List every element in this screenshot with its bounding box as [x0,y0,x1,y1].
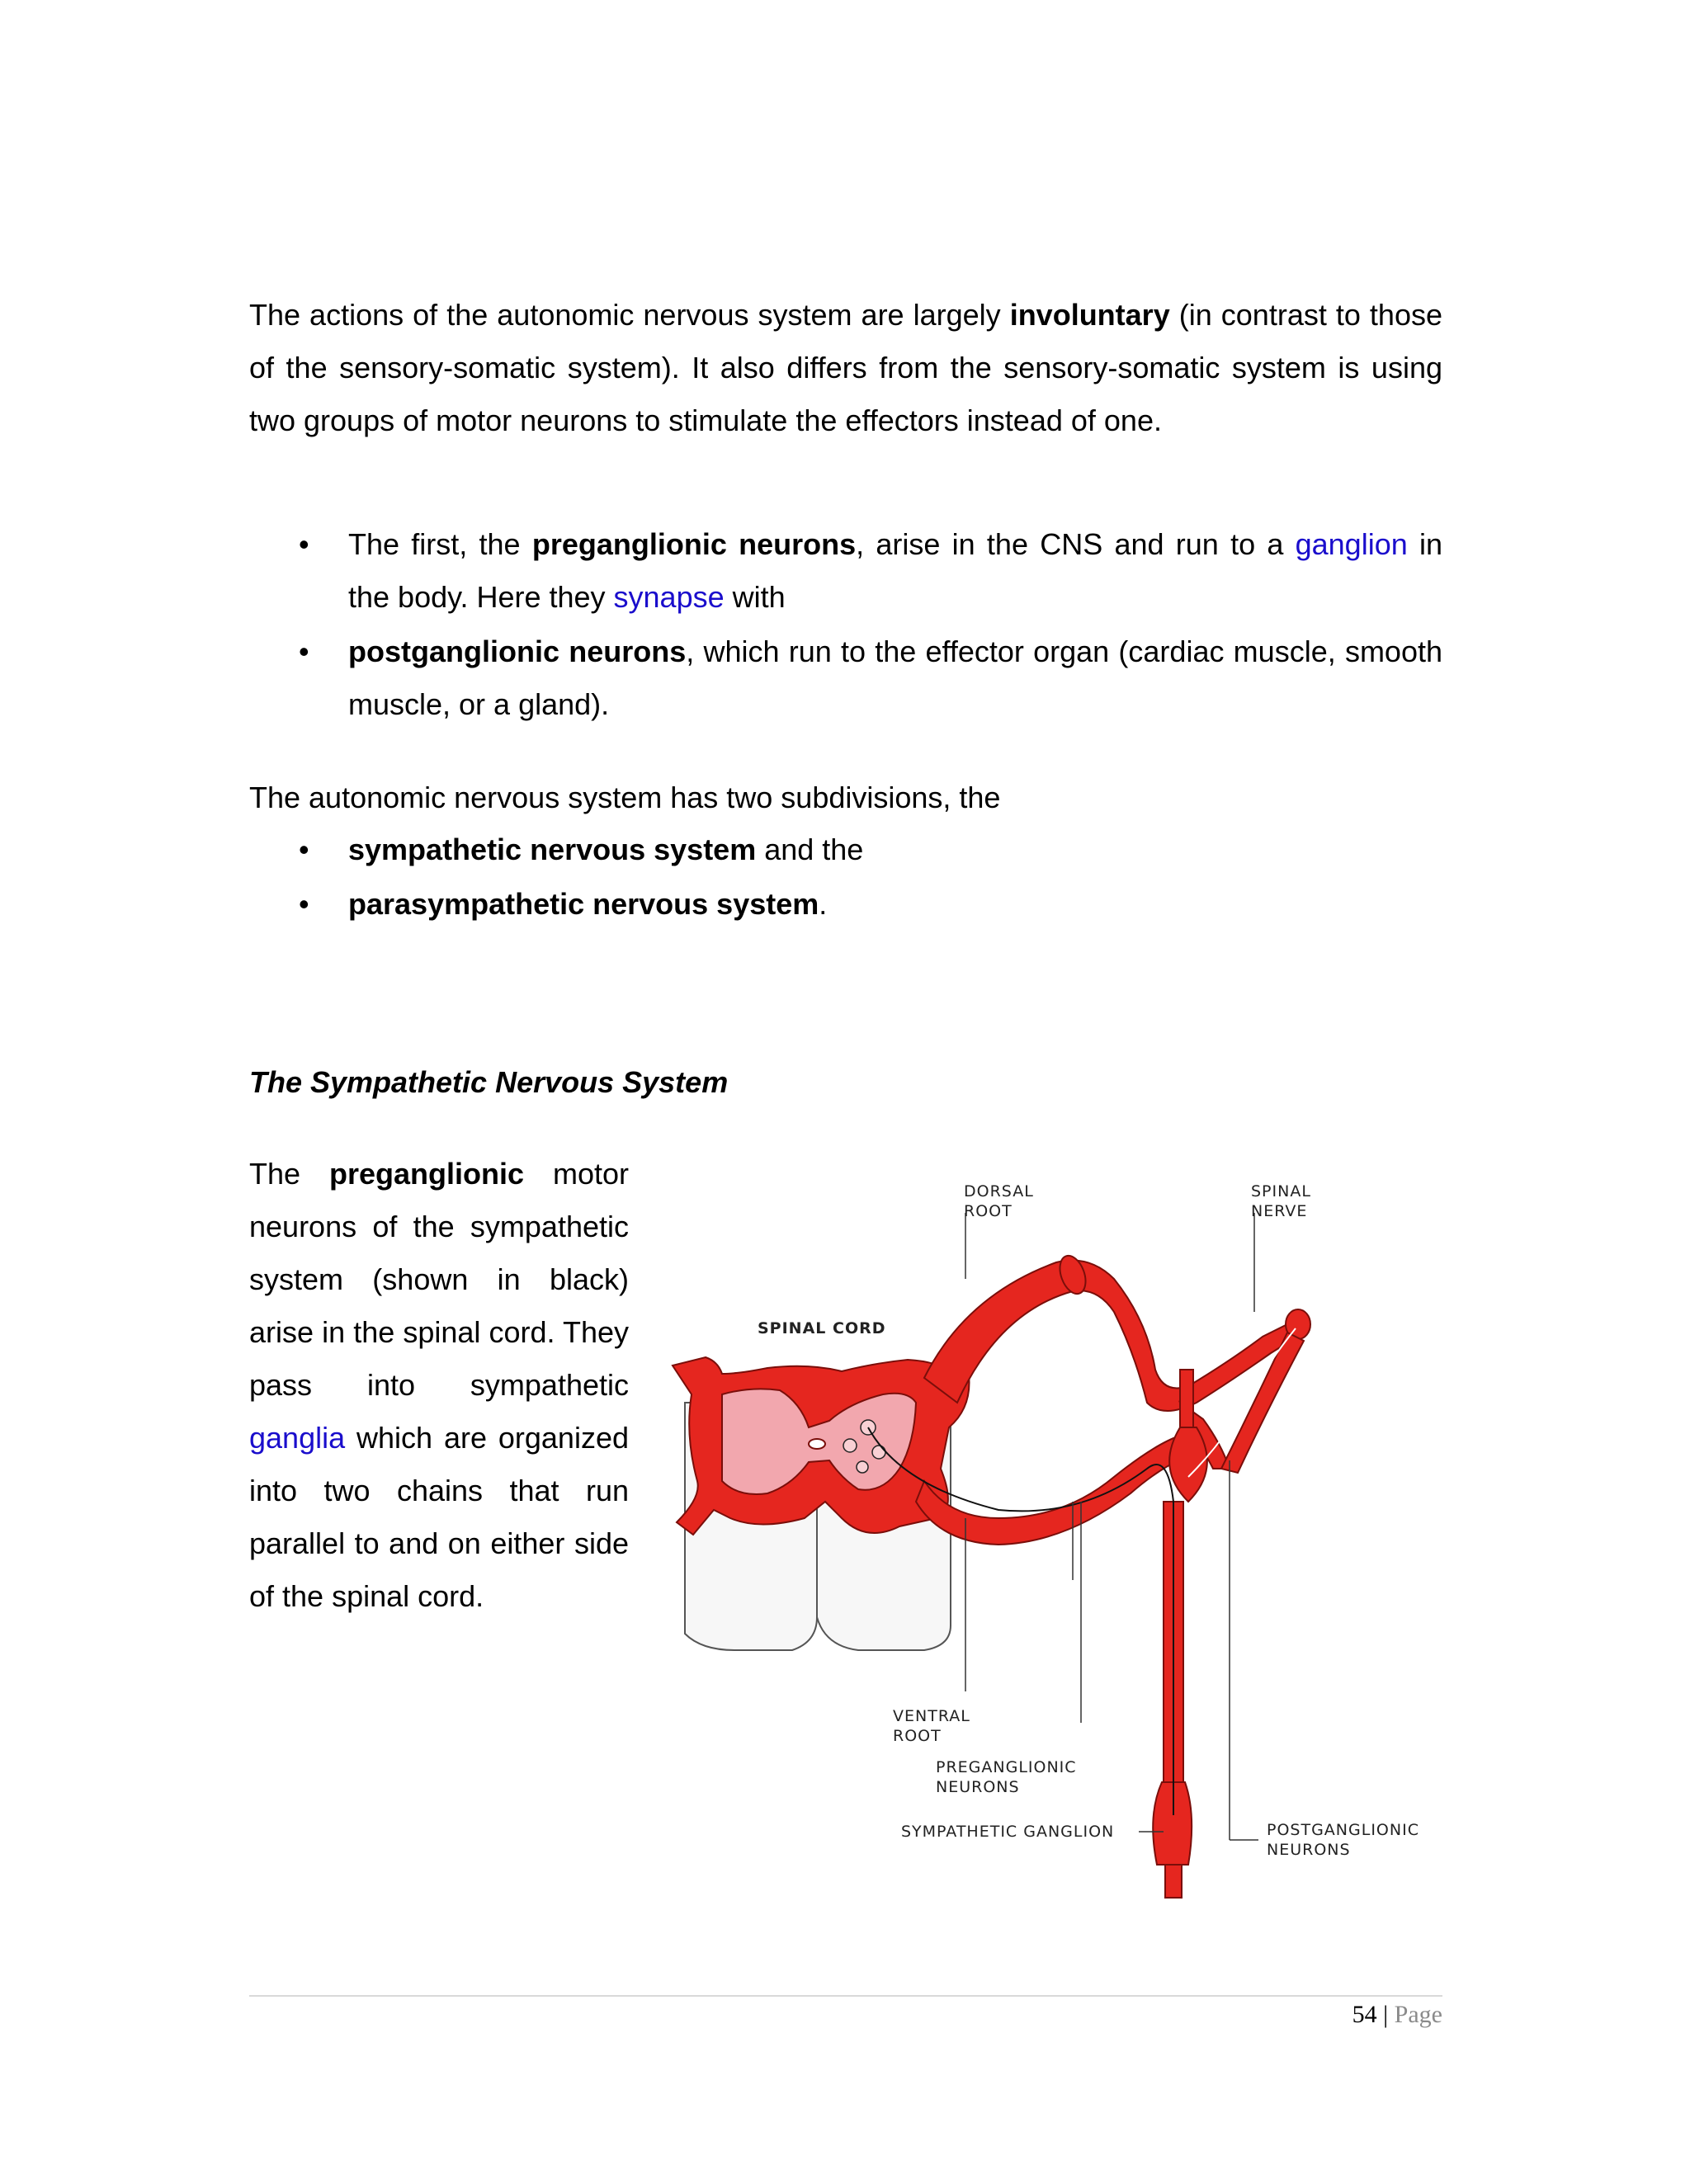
label-dorsal-root-1: DORSAL [964,1182,1034,1200]
bullet-dot: • [299,833,309,866]
bullet-dot: • [299,527,309,561]
label-spinal-nerve-1: SPINAL [1251,1182,1311,1200]
footer-rule [249,1995,1442,1997]
chain-lower [1165,1865,1182,1898]
bullet-item-sympathetic: sympathetic nervous system and the [348,833,864,866]
label-sympathetic-ganglion: SYMPATHETIC GANGLION [901,1823,1115,1841]
intro-text-1: The actions of the autonomic nervous system are largely [249,298,1010,332]
label-dorsal-root-2: ROOT [964,1202,1013,1220]
footer-page-word: Page [1394,2001,1442,2028]
spinal-cord-diagram [652,1155,1461,1906]
label-postganglionic-2: NEURONS [1267,1841,1351,1859]
bullet-dot: • [299,887,309,921]
link-synapse[interactable]: synapse [613,580,725,614]
bullet-item-preganglionic: The first, the preganglionic neurons, arise in the CNS and run to a ganglion in the body. Here they synapse with [348,527,1443,614]
page-footer [1352,1997,1442,2033]
label-ventral-root-2: ROOT [893,1727,942,1745]
label-spinal-cord: SPINAL CORD [758,1319,886,1337]
sympathetic-ganglion [1153,1782,1192,1865]
bullet-item-postganglionic: postganglionic neurons, which run to the effector organ (cardiac muscle, smooth muscle, or a gland). [348,634,1442,721]
label-spinal-nerve-2: NERVE [1251,1202,1308,1220]
sympathetic-paragraph: The preganglionic motor neurons of the sympathetic system (shown in black) arise in the spinal cord. They pass into sympathetic ganglia which are organized into two chains that run parallel to and on either side of the spinal cord. [249,1157,629,1613]
section-heading: The Sympathetic Nervous System [249,1065,729,1099]
page-number: 54 [1352,2001,1377,2028]
central-canal [809,1439,825,1449]
label-preganglionic-1: PREGANGLIONIC [936,1758,1077,1776]
link-ganglion[interactable]: ganglion [1295,527,1408,561]
label-ventral-root-1: VENTRAL [893,1707,970,1725]
intro-bold-involuntary: involuntary [1009,298,1170,332]
intro-paragraph [249,289,1442,447]
footer-separator: | [1383,2001,1389,2028]
bullet-dot: • [299,634,309,668]
label-postganglionic-1: POSTGANGLIONIC [1267,1821,1419,1839]
intro-text-2: (in contrast to those of the sensory-somatic system). It also differs from the sensory-somatic system is using two groups of motor neurons to stimulate the effectors instead of one. [249,298,1442,437]
label-preganglionic-2: NEURONS [936,1778,1020,1796]
link-ganglia[interactable]: ganglia [249,1421,346,1455]
subdivisions-intro: The autonomic nervous system has two subdivisions, the [249,781,1001,814]
bullet-item-parasympathetic: parasympathetic nervous system. [348,887,828,921]
